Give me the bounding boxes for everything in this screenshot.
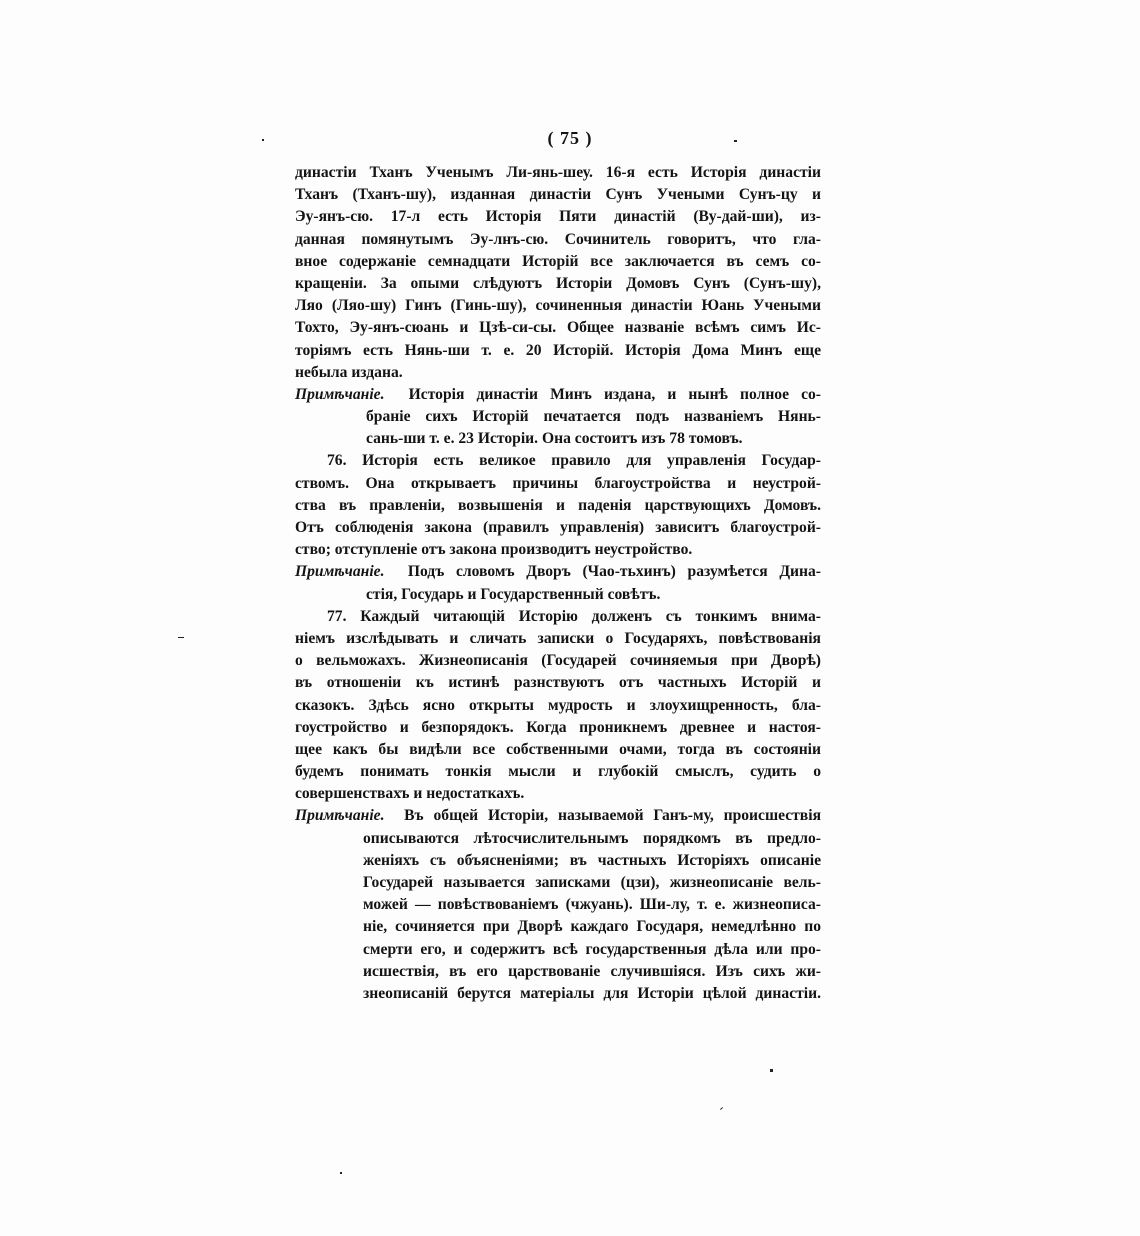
note-label: Примѣчаніе. bbox=[295, 385, 385, 403]
text-line: будемъ понимать тонкія мысли и глубокій смыслъ, судить о bbox=[295, 763, 821, 781]
scan-speck bbox=[734, 140, 737, 142]
scan-speck bbox=[770, 1069, 773, 1072]
note-3 bbox=[295, 805, 821, 1005]
text-line: династіи Тханъ Ученымъ Ли-янь-шеу. 16-я есть Исторія династіи bbox=[295, 164, 821, 181]
text-line: стія, Государь и Государственный совѣтъ. bbox=[366, 585, 661, 603]
text-line: ніе, сочиняется при Дворѣ каждаго Государя, немедлѣнно по bbox=[363, 918, 821, 936]
text-line: смерти его, и содержитъ всѣ государственныя дѣла или про- bbox=[363, 940, 821, 958]
text-line: гоустройство и безпорядокъ. Когда проникнемъ древнее и настоя- bbox=[295, 718, 821, 736]
text-line: знеописаній берутся матеріалы для Исторіи цѣлой династіи. bbox=[363, 984, 821, 1002]
text-line: торіямъ есть Нянь-ши т. е. 20 Исторій. Исторія Дома Минъ еще bbox=[295, 341, 821, 359]
note-label: Примѣчаніе. bbox=[295, 807, 385, 825]
text-line: исшествія, въ его царствованіе случившіяся. Изъ сихъ жи- bbox=[363, 962, 821, 980]
text-line: въ отношеніи къ истинѣ разнствуютъ отъ частныхъ Исторій и bbox=[295, 674, 821, 692]
text-line: Тханъ (Тханъ-шу), изданная династіи Сунъ Учеными Сунъ-цу и bbox=[295, 186, 821, 204]
text-line: описываются лѣтосчислительнымъ порядкомъ въ предло- bbox=[363, 829, 821, 847]
text-line: сказокъ. Здѣсь ясно открыты мудрость и злоухищренность, бла- bbox=[295, 696, 821, 714]
text-line: данная помянутымъ Эу-лнъ-сю. Сочинитель говоритъ, что гла- bbox=[295, 230, 821, 248]
note-first-line bbox=[295, 384, 821, 406]
note-1 bbox=[295, 384, 821, 451]
text-line: щее какъ бы видѣли все собственными очами, тогда въ состояніи bbox=[295, 740, 821, 758]
note-2 bbox=[295, 561, 821, 605]
page-text bbox=[295, 162, 821, 1005]
text-line: небыла издана. bbox=[295, 363, 403, 381]
paragraph-77 bbox=[295, 606, 821, 806]
text-line: о вельможахъ. Жизнеописанія (Государей сочиняемыя при Дворѣ) bbox=[295, 652, 821, 670]
text-line: можей — повѣствованіемъ (чжуань). Ши-лу, т. е. жизнеописа- bbox=[363, 896, 821, 914]
text-line: совершенствахъ и недостаткахъ. bbox=[295, 785, 525, 803]
scan-speck bbox=[178, 637, 184, 638]
paragraph-76 bbox=[295, 450, 821, 561]
text-line: 76. Исторія есть великое правило для управленія Государ- bbox=[327, 452, 821, 470]
scan-speck bbox=[262, 139, 264, 141]
page-number: ( 75 ) bbox=[547, 128, 593, 148]
scan-speck bbox=[340, 1172, 342, 1174]
text-line: сань-ши т. е. 23 Исторіи. Она состоитъ изъ 78 томовъ. bbox=[366, 430, 743, 448]
note-text: Въ общей Исторіи, называемой Ганъ-му, происшествія bbox=[404, 807, 821, 825]
text-line: Отъ соблюденія закона (правилъ управленія) зависитъ благоустрой- bbox=[295, 519, 821, 536]
text-line: вное содержаніе семнадцати Исторій все заключается въ семъ со- bbox=[295, 252, 821, 270]
text-line: Тохто, Эу-янъ-сюань и Цзѣ-си-сы. Общее названіе всѣмъ симъ Ис- bbox=[295, 319, 821, 337]
text-line: ство; отступленіе отъ закона производитъ неустройство. bbox=[295, 541, 693, 559]
text-line: ніемъ изслѣдывать и сличать записки о Государяхъ, повѣствованія bbox=[295, 629, 821, 647]
text-line: Государей называется записками (цзи), жизнеописаніе вель- bbox=[363, 874, 821, 891]
text-line: ства въ правленіи, возвышенія и паденія царствующихъ Домовъ. bbox=[295, 496, 821, 514]
text-line: женіяхъ съ объясненіями; въ частныхъ Исторіяхъ описаніе bbox=[363, 851, 821, 869]
text-line: 77. Каждый читающій Исторію долженъ съ тонкимъ внима- bbox=[327, 607, 821, 625]
text-line: браніе сихъ Исторій печатается подъ названіемъ Нянь- bbox=[366, 408, 821, 426]
note-first-line bbox=[295, 805, 821, 827]
note-label: Примѣчаніе. bbox=[295, 563, 385, 581]
note-text: Подъ словомъ Дворъ (Чао-тьхинъ) разумѣется Дина- bbox=[407, 563, 822, 581]
text-line: кращеніи. За опыми слѣдуютъ Исторіи Домовъ Сунъ (Сунъ-шу), bbox=[295, 274, 821, 292]
text-line: Ляо (Ляо-шу) Гинъ (Гинь-шу), сочиненныя династіи Юань Учеными bbox=[295, 297, 821, 315]
scan-speck bbox=[720, 1107, 723, 1110]
text-line: Эу-янъ-сю. 17-л есть Исторія Пяти династій (Ву-дай-ши), из- bbox=[295, 208, 821, 226]
paragraph-continued bbox=[295, 162, 821, 384]
note-text: Исторія династіи Минъ издана, и нынѣ полное со- bbox=[408, 385, 822, 403]
note-first-line bbox=[295, 561, 821, 583]
text-line: ствомъ. Она открываетъ причины благоустройства и неустрой- bbox=[295, 474, 821, 492]
